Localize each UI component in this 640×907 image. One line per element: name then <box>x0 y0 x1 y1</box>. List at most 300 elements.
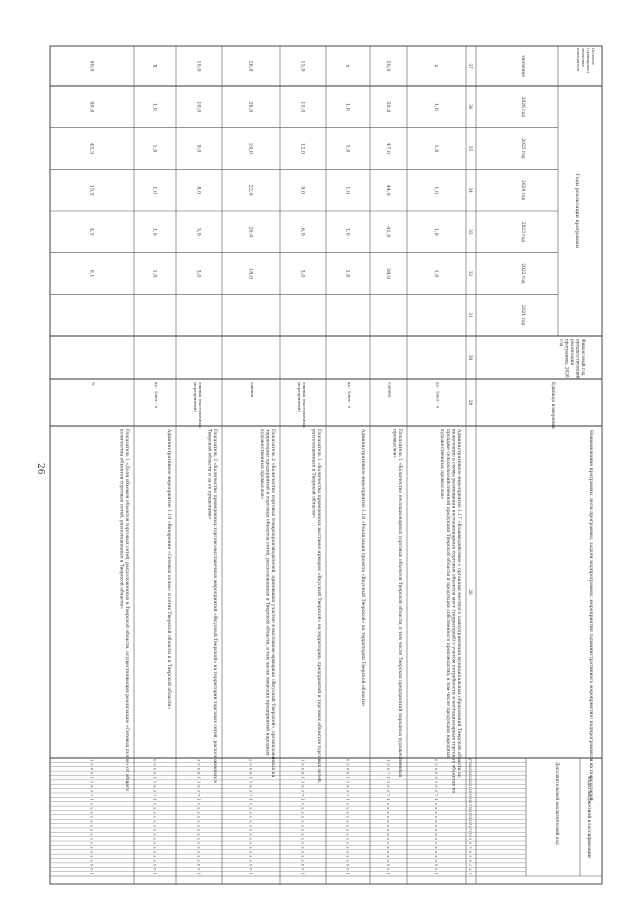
row-year-value: 1,0 <box>344 186 351 195</box>
code-cell: 0 <box>345 785 350 788</box>
code-cell: 0 <box>345 767 350 771</box>
colnum-year: 35 <box>468 145 473 152</box>
code-cell: х <box>248 850 253 853</box>
code-cell: х <box>386 833 390 836</box>
code-cell: 7 <box>196 793 201 797</box>
row-unit: % <box>91 382 96 386</box>
row-year-value: 20,0 <box>247 226 254 238</box>
colnum-code: 9 <box>468 837 472 840</box>
code-cell: 7 <box>386 793 390 797</box>
row-year-value: 1,0 <box>433 186 439 195</box>
code-cell: х <box>196 820 201 823</box>
row-year-value: 1,0 <box>433 102 439 111</box>
code-cell: х <box>248 846 253 849</box>
code-cell: х <box>152 811 157 814</box>
code-cell: х <box>345 807 350 810</box>
row-year-value: 47,0 <box>385 142 391 155</box>
code-cell: х <box>434 859 438 862</box>
colnum-code: 22 <box>468 780 472 785</box>
code-cell: 0 <box>386 785 390 788</box>
code-cell: 2 <box>248 759 253 762</box>
code-cell: 7 <box>386 772 390 775</box>
row-year-value: 1,0 <box>151 269 158 278</box>
code-cell: х <box>345 802 350 805</box>
code-cell: х <box>434 829 438 832</box>
colnum-code: 2 <box>468 868 472 871</box>
code-cell: х <box>345 842 350 845</box>
colnum-code: 25 <box>468 766 472 771</box>
code-cell: 1 <box>89 872 94 875</box>
code-cell: х <box>386 829 390 832</box>
code-cell: 1 <box>152 776 157 779</box>
code-cell: 5 <box>196 863 201 867</box>
code-cell: х <box>89 842 94 845</box>
code-cell: 7 <box>89 793 94 797</box>
code-cell: 1 <box>386 872 390 875</box>
code-cell: 0 <box>196 767 201 771</box>
colnum-code: 14 <box>468 814 472 820</box>
code-cell: 1 <box>386 780 390 784</box>
row-target: 15,0 <box>299 60 306 72</box>
code-cell: 0 <box>434 759 438 762</box>
row-target: 10,0 <box>195 60 202 72</box>
code-cell: 0 <box>345 763 350 766</box>
code-cell: 1 <box>386 776 390 779</box>
row-year-value: 18,0 <box>247 267 254 280</box>
row-name: Административное мероприятие 1.17 «Взаимодействие с органами местного самоуправления муниципальных образований Тверской области повключению в схемы размещения нестационарных торговых объектов мест (территорий) с учетом потребности в нестационарных торговых объектах попродаже сельскохозяйственной продукции Тверской области и продукции собственного производства, в том числе продукции народныххудожественных промыслов» <box>439 429 461 794</box>
code-cell: х <box>345 820 350 823</box>
colnum-code: 5 <box>468 855 472 858</box>
code-cell: х <box>434 855 438 858</box>
code-cell: 0 <box>196 868 201 871</box>
colnum-code: 11 <box>468 828 472 833</box>
code-cell: х <box>386 850 390 853</box>
code-cell: 0 <box>434 776 438 779</box>
code-cell: 1 <box>345 798 350 801</box>
code-cell: х <box>196 859 201 862</box>
code-cell: 0 <box>89 868 94 871</box>
code-cell: 0 <box>300 868 305 871</box>
code-cell: х <box>196 846 201 849</box>
code-cell: 5 <box>434 863 438 867</box>
colnum-code: 27 <box>468 758 472 763</box>
code-cell: х <box>248 820 253 823</box>
code-cell: х <box>300 802 305 805</box>
row-target: х <box>344 64 351 68</box>
code-cell: 1 <box>196 780 201 784</box>
row-year-value: 0,1 <box>88 269 95 278</box>
row-year-value: 22,0 <box>247 184 254 196</box>
code-cell: 7 <box>300 793 305 797</box>
code-cell: х <box>89 824 94 827</box>
code-cell: х <box>434 802 438 805</box>
code-cell: 1 <box>345 780 350 784</box>
colnum-code: 13 <box>468 819 472 824</box>
code-cell: 0 <box>248 868 253 871</box>
colnum-code: 12 <box>468 823 472 828</box>
row-unit: да - 1/нет - 0 <box>347 382 352 409</box>
code-cell: 0 <box>345 868 350 871</box>
row-year-value: 1,0 <box>151 144 158 153</box>
code-cell: 3 <box>248 789 253 792</box>
colnum-code: 23 <box>468 775 472 780</box>
code-cell: х <box>248 815 253 819</box>
row-year-value: 13,5 <box>88 184 95 196</box>
row-year-value: 4,5 <box>88 227 95 236</box>
code-cell: х <box>434 846 438 849</box>
code-cell: х <box>152 842 157 845</box>
row-name: Показатель 1 «Количество нестационарных торговых объектов Тверской области, в том числе Тверских предприятий народных художественныхпромыслов» <box>391 429 402 778</box>
colnum-code: 4 <box>468 859 472 862</box>
code-cell: 1 <box>89 780 94 784</box>
row-target: х <box>433 64 439 68</box>
code-cell: х <box>248 829 253 832</box>
colnum-year: 34 <box>468 187 473 193</box>
colnum-code: 26 <box>468 762 472 767</box>
code-cell: х <box>434 811 438 814</box>
code-cell: 0 <box>434 772 438 775</box>
code-cell: х <box>196 837 201 840</box>
target-value-header: значение <box>520 55 525 77</box>
code-cell: 0 <box>248 785 253 788</box>
code-cell: х <box>345 829 350 832</box>
code-cell: х <box>345 859 350 862</box>
code-cell: 0 <box>152 785 157 788</box>
row-year-value: 9,0 <box>195 144 202 153</box>
code-cell: х <box>300 837 305 840</box>
code-cell: х <box>386 807 390 810</box>
code-cell: 1 <box>89 759 94 762</box>
row-name: Показатель 2 «Количество торговых товаропроизводителей, принявших участие в выставках-ярмарках «Вкусный Тверской», организованных натерритории предприятий и торговых объектов сетей, расположенных в Тверской области, в том числе тверских предприятий народныххудожественных промыслов» <box>258 429 275 778</box>
code-cell: 1 <box>196 776 201 779</box>
colnum-code: 15 <box>468 810 472 815</box>
row-unit: единиц <box>250 382 255 398</box>
row-year-value: 1,0 <box>344 144 351 153</box>
row-year-value: 24,0 <box>247 142 254 155</box>
code-cell: 3 <box>345 789 350 792</box>
colnum-code: 20 <box>468 788 472 793</box>
code-cell: х <box>196 842 201 845</box>
code-cell: 1 <box>300 776 305 779</box>
code-cell: 1 <box>89 798 94 801</box>
colnum-code: 17 <box>468 801 472 806</box>
data-table <box>50 46 602 884</box>
code-cell: 1 <box>345 872 350 875</box>
code-cell: 9 <box>89 772 94 775</box>
code-cell: 0 <box>196 763 201 766</box>
row-unit: да - 1/нет - 0 <box>435 382 441 409</box>
row-year-value: 5,0 <box>195 227 202 236</box>
codes-header: Коды бюджетной классификации <box>586 776 591 858</box>
code-cell: х <box>89 846 94 849</box>
code-cell: 7 <box>152 793 157 797</box>
code-cell: х <box>386 820 390 823</box>
colnum-unit: 29 <box>468 399 473 406</box>
code-cell: х <box>248 837 253 840</box>
year-header-6: 2026 год <box>520 96 525 117</box>
colnum-fin: 30 <box>468 354 473 361</box>
code-cell: х <box>386 802 390 805</box>
year-header-4: 2024 год <box>520 180 525 201</box>
code-cell: 3 <box>434 789 438 792</box>
row-year-value: 3,0 <box>195 269 202 278</box>
code-cell: х <box>386 859 390 862</box>
code-cell: х <box>89 811 94 814</box>
code-cell: х <box>345 850 350 853</box>
code-cell: х <box>248 824 253 827</box>
code-cell: х <box>152 829 157 832</box>
year-header-5: 2025 год <box>520 138 525 159</box>
code-cell: 1 <box>248 780 253 784</box>
code-cell: х <box>300 815 305 819</box>
row-target: 90,0 <box>88 60 95 72</box>
code-cell: 8 <box>300 772 305 775</box>
row-name: Показатель 1 «Доля объемов объектов торговых сетей, расположенных в Тверской области, осуществляющих реализацию «Сетевых полок» от общегоколичества объектов торговых сетей, расположенных в Тверской области» <box>118 429 129 792</box>
row-year-value: 26,0 <box>247 101 254 113</box>
year-header-1: 2021 год <box>520 305 525 326</box>
code-cell: х <box>248 855 253 858</box>
code-cell: х <box>152 802 157 805</box>
code-cell: 0 <box>152 759 157 762</box>
year-header-3: 2023 год <box>520 221 525 242</box>
code-cell: 1 <box>386 798 390 801</box>
code-cell: х <box>152 824 157 827</box>
code-cell: х <box>248 859 253 862</box>
code-cell: х <box>152 807 157 810</box>
row-target: 26,0 <box>247 60 254 72</box>
code-cell: х <box>196 829 201 832</box>
code-cell: х <box>89 859 94 862</box>
code-cell: 9 <box>152 772 157 775</box>
page-number: 26 <box>35 463 45 475</box>
code-cell: х <box>196 855 201 858</box>
code-cell: 7 <box>345 793 350 797</box>
code-cell: 1 <box>89 776 94 779</box>
code-cell: 0 <box>89 763 94 766</box>
code-cell: х <box>345 855 350 858</box>
code-cell: 1 <box>152 798 157 801</box>
code-cell: х <box>248 842 253 845</box>
row-year-value: 1,0 <box>344 102 351 111</box>
code-cell: 1 <box>434 780 438 784</box>
code-cell: 1 <box>300 872 305 875</box>
code-cell: х <box>300 850 305 853</box>
code-cell: 3 <box>89 789 94 792</box>
code-cell: 5 <box>152 863 157 867</box>
code-cell: х <box>152 859 157 862</box>
code-cell: 1 <box>152 872 157 875</box>
code-cell: х <box>386 815 390 819</box>
code-cell: х <box>345 815 350 819</box>
code-cell: 0 <box>248 763 253 766</box>
code-cell: 1 <box>345 776 350 779</box>
row-year-value: 1,0 <box>151 186 158 195</box>
row-year-value: 90,0 <box>88 101 95 113</box>
code-cell: х <box>152 846 157 849</box>
colnum-name: 28 <box>468 589 473 595</box>
code-cell: х <box>196 815 201 819</box>
code-cell: х <box>89 820 94 823</box>
code-cell: 8 <box>196 772 201 775</box>
code-cell: х <box>196 850 201 853</box>
code-cell: х <box>89 802 94 805</box>
code-cell: х <box>345 846 350 849</box>
code-cell: 3 <box>152 789 157 792</box>
additional-code-header: Дополнительный аналитический код <box>555 762 560 845</box>
code-cell: х <box>300 820 305 823</box>
code-cell: х <box>89 815 94 819</box>
code-cell: 0 <box>196 785 201 788</box>
row-year-value: 6,0 <box>299 227 306 236</box>
code-cell: 0 <box>300 763 305 766</box>
code-cell: х <box>248 833 253 836</box>
code-cell: х <box>89 807 94 810</box>
code-cell: х <box>386 855 390 858</box>
code-cell: 1 <box>300 780 305 784</box>
code-cell: 1 <box>300 798 305 801</box>
code-cell: 0 <box>300 785 305 788</box>
row-name: Административное мероприятие 1.19 «Внедрение «Сетевых полок» в сетях Тверской области и в Тверской области» <box>166 429 171 710</box>
row-year-value: 1,0 <box>433 144 439 153</box>
code-cell: 3 <box>196 759 201 762</box>
code-cell: 1 <box>248 798 253 801</box>
code-cell: х <box>300 859 305 862</box>
code-cell: 1 <box>300 759 305 762</box>
row-unit: да - 1/нет - 0 <box>154 382 159 409</box>
colnum-year: 36 <box>468 104 473 110</box>
code-cell: х <box>300 829 305 832</box>
row-year-value: 8,0 <box>195 186 202 195</box>
code-cell: х <box>434 850 438 853</box>
colnum-code: 19 <box>468 793 472 798</box>
code-cell: 0 <box>434 767 438 771</box>
code-cell: х <box>386 824 390 827</box>
code-cell: 1 <box>434 872 438 875</box>
row-year-value: 1,0 <box>344 269 351 278</box>
code-cell: 0 <box>300 767 305 771</box>
code-cell: х <box>152 820 157 823</box>
target-group-header: Целевое(суммарное)значениепоказателя <box>576 48 596 73</box>
code-cell: 1 <box>248 776 253 779</box>
colnum-code: 10 <box>468 832 472 837</box>
code-cell: х <box>300 833 305 836</box>
colnum-year: 33 <box>468 229 473 235</box>
code-cell: х <box>345 833 350 836</box>
code-cell: 1 <box>196 872 201 875</box>
row-year-value: 45,3 <box>88 142 95 155</box>
code-cell: х <box>196 802 201 805</box>
colnum-code: 1 <box>468 872 472 875</box>
row-year-value: 9,0 <box>299 186 306 195</box>
code-cell: 1 <box>248 872 253 875</box>
row-year-value: 1,0 <box>151 102 158 111</box>
colnum-code: 18 <box>468 797 472 802</box>
code-cell: х <box>434 837 438 840</box>
code-cell: х <box>152 855 157 858</box>
code-cell: х <box>89 833 94 836</box>
code-cell: х <box>386 837 390 840</box>
code-cell: х <box>434 833 438 836</box>
code-cell: х <box>434 807 438 810</box>
name-column-header: Наименование программы, цели программы, задачи подпрограммы, мероприятия (административного мероприятия) подпрограммы и их показателей <box>588 430 593 801</box>
row-year-value: 38,0 <box>385 267 391 280</box>
code-cell: х <box>248 802 253 805</box>
row-target: Х <box>151 64 158 68</box>
code-cell: х <box>89 837 94 840</box>
code-cell: х <box>196 811 201 814</box>
code-cell: х <box>89 829 94 832</box>
code-cell: х <box>345 811 350 814</box>
code-cell: х <box>386 842 390 845</box>
row-name: Административное мероприятие 1.18 «Реализация проекта «Вкусный Тверской» на территории Тверской области» <box>360 429 365 707</box>
code-cell: х <box>300 842 305 845</box>
colnum-code: 3 <box>468 864 472 867</box>
code-cell: х <box>152 833 157 836</box>
code-cell: 8 <box>345 772 350 775</box>
code-cell: 0 <box>152 763 157 766</box>
code-cell: х <box>434 824 438 827</box>
code-cell: 7 <box>434 793 438 797</box>
code-cell: х <box>300 824 305 827</box>
colnum-year: 32 <box>468 270 473 277</box>
code-cell: х <box>386 846 390 849</box>
code-cell: 0 <box>386 763 390 766</box>
code-cell: 3 <box>386 789 390 792</box>
colnum-code: 8 <box>468 842 472 845</box>
code-cell: 3 <box>196 789 201 792</box>
code-cell: х <box>89 850 94 853</box>
fin-year-column-header: Финансовый год,предшествующийреализациипрограммы, 2020год <box>559 339 586 379</box>
code-cell: 1 <box>152 780 157 784</box>
code-cell: 1 <box>386 759 390 762</box>
code-cell: х <box>152 815 157 819</box>
row-year-value: 41,0 <box>385 226 391 238</box>
code-cell: х <box>300 811 305 814</box>
row-target: 50,0 <box>385 60 391 72</box>
code-cell: х <box>345 837 350 840</box>
unit-column-header: Единица измерения <box>550 382 555 429</box>
code-cell: 7 <box>248 793 253 797</box>
code-cell: 3 <box>300 789 305 792</box>
code-cell: х <box>152 850 157 853</box>
code-cell: х <box>152 837 157 840</box>
row-name: Показатель 3 «Количество проведенных торгово-выставочных мероприятий «Вкусный Тверской» на территории торговых сетей, расположенных вТверской области и за ее пределами» <box>206 429 217 783</box>
code-cell: 0 <box>434 763 438 766</box>
code-cell: х <box>434 820 438 823</box>
code-cell: 8 <box>248 772 253 775</box>
colnum-year: 31 <box>468 312 473 318</box>
code-cell: 5 <box>300 863 305 867</box>
code-cell: х <box>345 824 350 827</box>
code-cell: 5 <box>345 863 350 867</box>
code-cell: 5 <box>89 863 94 867</box>
row-year-value: 1,0 <box>151 227 158 236</box>
code-cell: х <box>248 811 253 814</box>
row-year-value: 1,0 <box>433 227 439 236</box>
code-cell: 5 <box>248 863 253 867</box>
code-cell: х <box>434 842 438 845</box>
code-cell: 0 <box>434 868 438 871</box>
code-cell: 1 <box>196 798 201 801</box>
row-unit: единиц (выставочныхмероприятий) <box>193 382 203 428</box>
row-year-value: 1,0 <box>344 227 351 236</box>
row-year-value: 44,0 <box>385 184 391 196</box>
code-cell: х <box>300 855 305 858</box>
code-cell: 0 <box>89 785 94 788</box>
code-cell: 0 <box>434 785 438 788</box>
code-cell: х <box>300 846 305 849</box>
code-cell: 5 <box>386 863 390 867</box>
